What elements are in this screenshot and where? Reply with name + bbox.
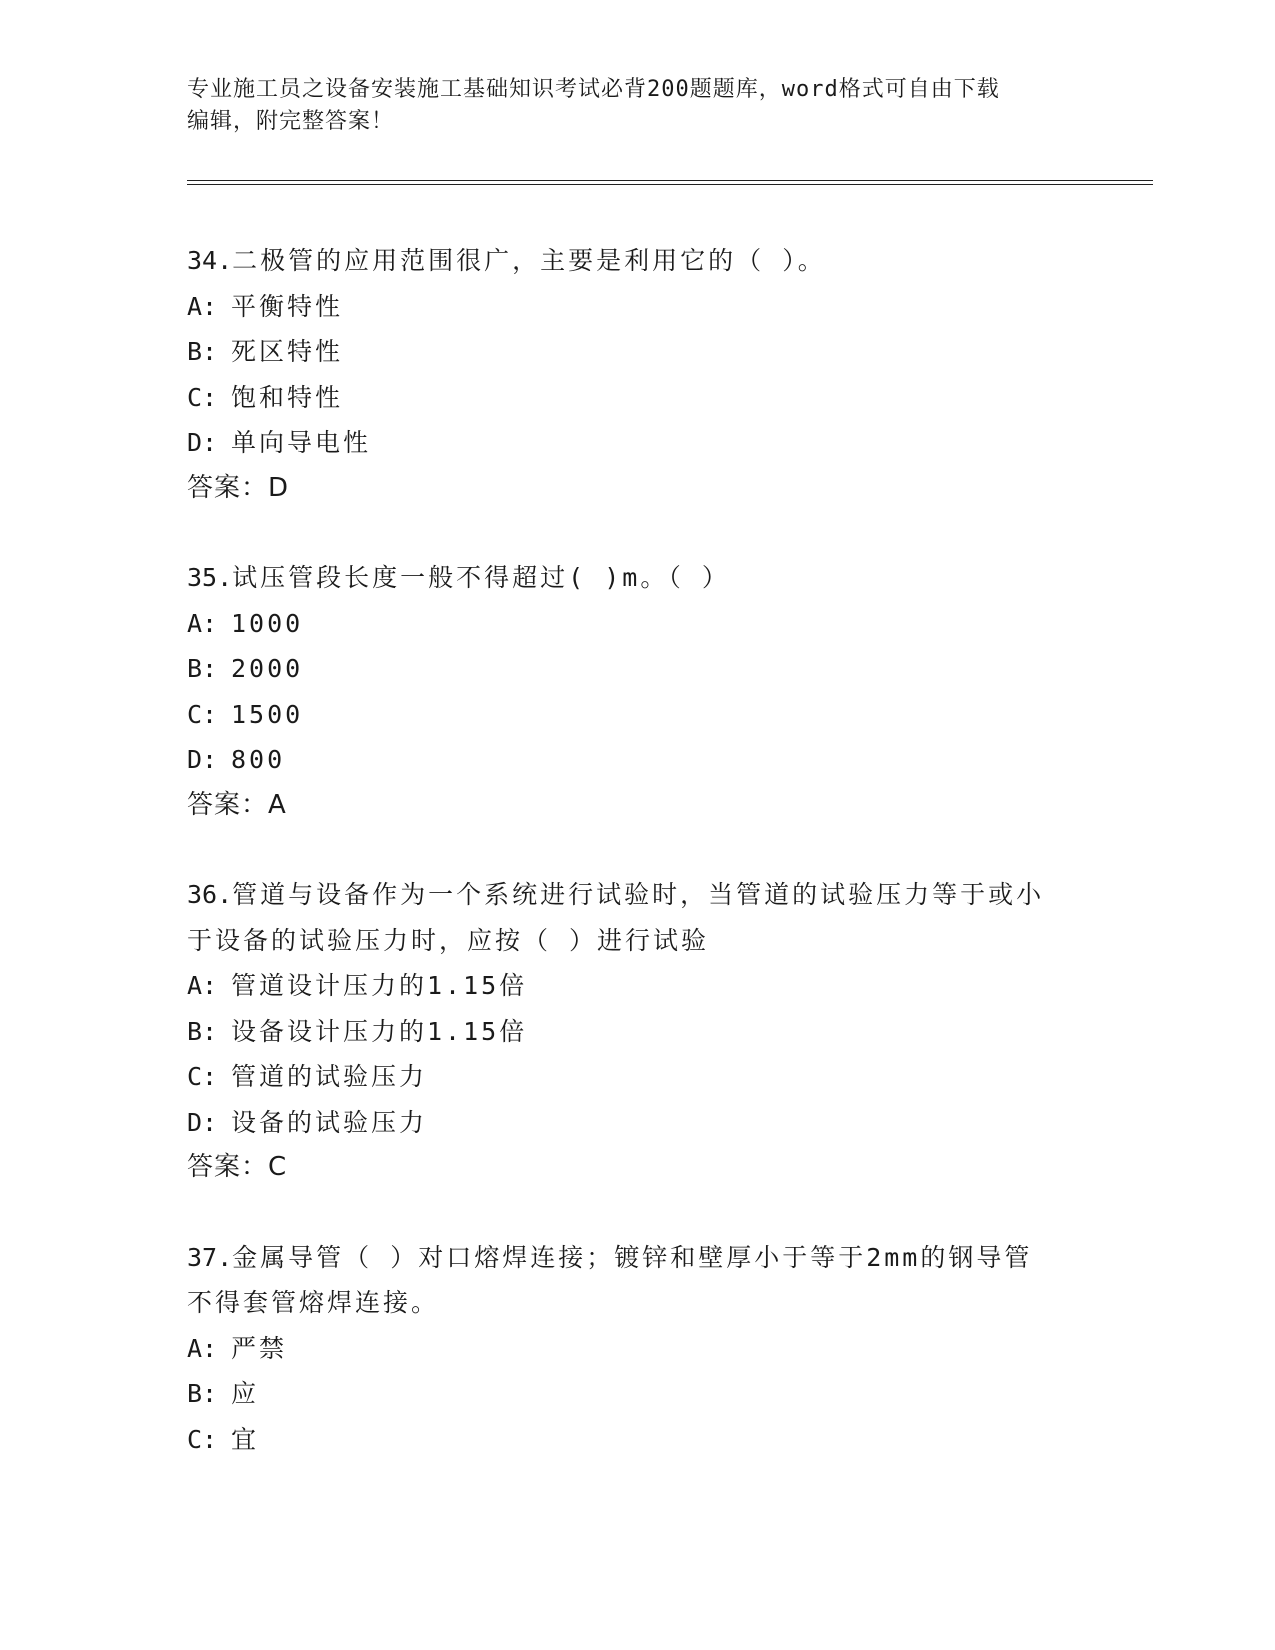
option-key: C: <box>187 699 218 729</box>
option-key: D: <box>187 1107 218 1137</box>
option-d <box>187 1100 1087 1146</box>
question-number: 37. <box>187 1242 233 1272</box>
option-text: 管道设计压力的1.15倍 <box>231 971 528 1000</box>
option-text: 应 <box>231 1379 260 1408</box>
question-text: 金属导管（ ）对口熔焊连接；镀锌和壁厚小于等于2mm的钢导管 <box>232 1242 1033 1272</box>
option-key: B: <box>187 654 218 683</box>
option-b <box>187 1009 1087 1055</box>
header-divider-bottom <box>187 184 1153 185</box>
option-key: A: <box>187 291 218 321</box>
question-text-line <box>187 872 1087 918</box>
option-text: 死区特性 <box>231 337 344 366</box>
option-c <box>187 375 1087 421</box>
option-key: C: <box>187 1062 218 1091</box>
question-text: 于设备的试验压力时，应按（ ）进行试验 <box>187 925 710 955</box>
header-divider-top <box>187 180 1153 181</box>
option-text: 1500 <box>231 699 304 729</box>
option-key: D: <box>187 428 218 457</box>
question-36 <box>187 872 1087 1191</box>
option-d <box>187 737 1087 783</box>
option-c <box>187 692 1087 738</box>
option-c <box>187 1054 1087 1100</box>
document-header <box>187 74 1087 138</box>
option-text: 800 <box>231 745 286 774</box>
header-line-2: 编辑，附完整答案！ <box>187 109 395 134</box>
option-b <box>187 1371 1087 1417</box>
option-b <box>187 329 1087 375</box>
question-text-line <box>187 238 1087 284</box>
option-a <box>187 284 1087 330</box>
question-text: 二极管的应用范围很广，主要是利用它的（ ）。 <box>232 246 826 275</box>
option-a <box>187 1326 1087 1372</box>
question-text: 管道与设备作为一个系统进行试验时，当管道的试验压力等于或小 <box>232 880 1045 909</box>
question-text-line <box>187 918 1087 964</box>
option-key: C: <box>187 382 218 412</box>
option-key: B: <box>187 337 218 366</box>
question-text: 不得套管熔焊连接。 <box>187 1288 440 1317</box>
option-key: A: <box>187 608 218 638</box>
option-text: 饱和特性 <box>231 382 344 412</box>
question-number: 35. <box>187 563 233 592</box>
question-text-line <box>187 1235 1087 1281</box>
question-text: 试压管段长度一般不得超过( )m。（ ） <box>232 563 730 592</box>
question-number: 36. <box>187 880 233 909</box>
answer: 答案：C <box>187 1152 288 1182</box>
option-text: 宜 <box>231 1424 260 1454</box>
option-text: 管道的试验压力 <box>231 1062 428 1091</box>
option-key: D: <box>187 745 218 774</box>
question-number: 34. <box>187 246 233 275</box>
answer: 答案：A <box>187 789 287 820</box>
question-list <box>187 238 1087 1506</box>
option-c <box>187 1417 1087 1463</box>
question-37 <box>187 1235 1087 1463</box>
answer: 答案：D <box>187 472 290 503</box>
option-key: C: <box>187 1424 218 1454</box>
option-text: 严禁 <box>231 1333 288 1363</box>
question-35 <box>187 555 1087 828</box>
option-key: B: <box>187 1016 218 1046</box>
option-a <box>187 963 1087 1009</box>
option-d <box>187 420 1087 466</box>
option-text: 单向导电性 <box>231 428 372 457</box>
option-key: A: <box>187 1333 218 1363</box>
question-text-line <box>187 1280 1087 1326</box>
option-b <box>187 646 1087 692</box>
question-34 <box>187 238 1087 511</box>
option-key: A: <box>187 971 218 1000</box>
question-text-line <box>187 555 1087 601</box>
option-text: 设备的试验压力 <box>231 1107 428 1137</box>
option-text: 2000 <box>231 654 304 683</box>
option-key: B: <box>187 1379 218 1408</box>
header-line-1: 专业施工员之设备安装施工基础知识考试必背200题题库，word格式可自由下载 <box>187 77 1000 102</box>
option-text: 设备设计压力的1.15倍 <box>231 1016 528 1046</box>
option-text: 平衡特性 <box>231 291 344 321</box>
option-a <box>187 601 1087 647</box>
option-text: 1000 <box>231 608 304 638</box>
